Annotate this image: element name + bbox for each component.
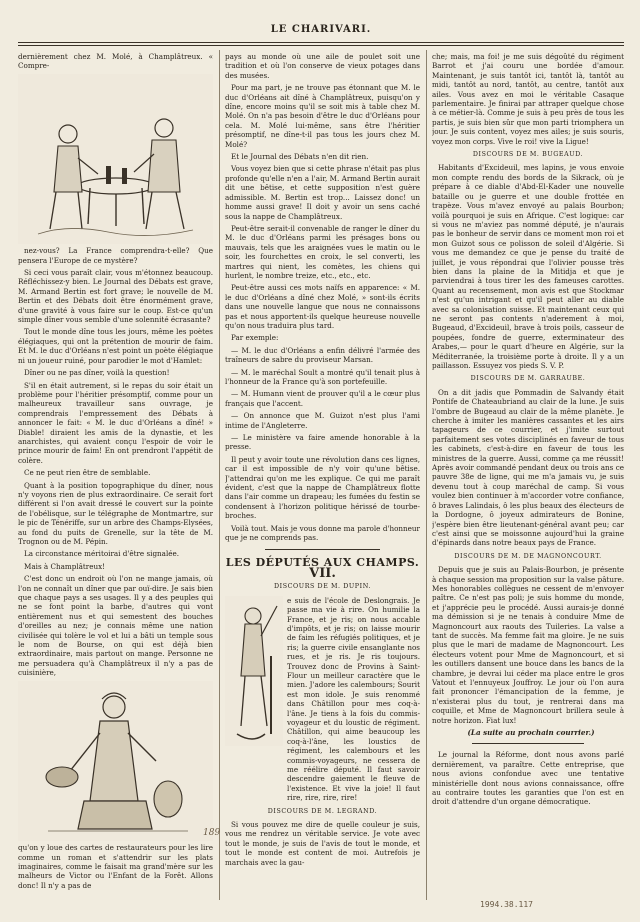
paragraph: nez-vous? La France comprendra-t-elle? Que penserа l'Europe de ce mystère? xyxy=(18,246,213,265)
illustration-cook xyxy=(18,681,213,841)
paragraph: Mais à Champlâtreux! xyxy=(24,561,106,571)
paragraph: Quant à la position topographique du dîner, nous n'y voyons rien de plus extraordinaire. Ce serait fort différent si l'on avait dressé le couvert sur la pointe de l'obélisque, sur le télégraphe de Montmartre, sur le pic de Ténériffe, sur un arbre des Champs-Elysées, au fond du puits de Grenelle, sur la tête de M. Trognon ou de M. Pépin. xyxy=(18,480,213,546)
header-rule-2 xyxy=(18,45,624,46)
paragraph: Depuis que je suis au Palais-Bourbon, je présente à chaque session ma proposition sur la valse pâture. Mes honorables collègues ne cessent de m'envoyer paître. Ce n'est pas poli; je suis homme du monde, et j'apprécie peu le procédé. Aussi aurais-je donné ma démission si je ne tenais à conduire Mme de Magnoncourt aux raouts des Tuileries. La valse a tant de succès. Ma femme fait ma gloire. Je ne suis plus que le mari de madame de Magnoncourt. Les électeurs votent pour Mme de Magnoncourt, et si les outillers dansent une bouce dans les bancs de la chambre, je devrai lui céder ma place entre le gros Vatout et l'ennuyeux Jouffroy. Le jour où l'on aura fait prononcer l'émancipation de la femme, je n'existerai plus du tout, je rentrerai dans ma coquille, et Mme de Magnoncourt brillera seule à notre horizon. Fiat lux! xyxy=(432,565,624,725)
column-1 xyxy=(18,52,213,912)
paragraph: — M. le duc d'Orléans a enfin délivré l'armée des traîneurs de sabre du proviseur Marsan. xyxy=(225,345,420,365)
paragraph: pays au monde où une aile de poulet soit une tradition et où l'on conserve de vieux potages dans des musées. xyxy=(225,52,420,80)
section-divider xyxy=(472,743,584,744)
paragraph: Peut-être aussi ces mots naïfs en apparence: « M. le duc d'Orléans a dîné chez Molé, » sont-ils écrits dans une nouvelle langue que nous ne connaissons pas et nous apportent-ils quelque heureuse nouvelle qu'on nous traduira plus tard. xyxy=(225,283,420,330)
speech-byline: DISCOURS DE M. LEGRAND. xyxy=(267,807,378,815)
speech-block xyxy=(225,596,420,803)
paragraph: Par exemple: xyxy=(231,333,279,343)
archive-stamp: 1994.38.117 xyxy=(480,900,533,909)
paragraph: dernièrement chez M. Molé, à Champlâtreux. « Compre- xyxy=(18,52,213,71)
paragraph: Si ceci vous paraît clair, vous m'étonnez beaucoup. Réfléchissez-y bien. Le Journal des Débats est grave, M. Armand Bertin est fort grave; le nouvelle de M. Bertin et des Débats doit être énormément grave, d'une gravité à vous faire sur le coup. Est-ce qu'un simple dîner vous semble d'une solennité écrasante? xyxy=(18,268,213,325)
paragraph: Pour ma part, je ne trouve pas étonnant que M. le duc d'Orléans ait dîné à Champlâtreux, puisqu'on y dîne, encore moins qu'il se soit mis à table chez M. Molé. On n'a pas besoin d'être le duc d'Orléans pour cela. M. Molé lui-même, sans être l'héritier présomptif, ne dîne-t-il pas tous les jours chez M. Molé? xyxy=(225,83,420,149)
paragraph: Habitants d'Excideuil, mes lapins, je vous envoie mon compte rendu des bords de la Sikrack, où je prépare à ce diable d'Abd-El-Kader une nouvelle bataille ou je guerre et une double frottée en trapèze. Vous m'avez envoyé au palais Bourbon; voilà pourquoi je suis en Afrique. C'est logique: car si vous ne m'aviez pas nommé député, je n'aurais pas le bonheur de servir dans ce moment mon roi et mon Guizot sous ce polisson de soleil d'Algérie. Si vous me demandez ce que je pense du traité de juillet, je vous répondrai que l'olivier pousse très bien dans la plaine de la Mitidja et que je parviendrai à tous tirer les des fameuses carottes. Quant au recensement, mon avis est que Stockmar n'est qu'un intrigant et qu'il peut aller au diable avec sa colonisation suisse. Et maintenant ceux qui ne seront pas contents n'aderement à moi, Bugeaud, d'Excideuil, brave à trois poils, casseur de poupées, fondre de guerre, exterminateur des Arabes,— pour le quart d'heure en Algérie, sur la Méditerranée, la troisième porte à droite. Il y a un paillasson. Essuyez vos pieds S. V. P. xyxy=(432,163,624,370)
column-3 xyxy=(432,52,624,912)
paragraph: La circonstance méritoirai d'être signalée. xyxy=(24,549,180,559)
paragraph: che; mais, ma foi! je me suis dégoûté du régiment Barrot et j'ai couru une bordée d'amour. Maintenant, je suis tantôt ici, tantôt là, tantôt au midi, tantôt au nord, tantôt, au centre, tantôt aux ailes. Vous avez en moi le véritable Casaque parlementaire. Je finirai par attraper quelque chose à ce métier-là. Comme je suis à peu près de tous les partis, je suis bien sûr que mon parti triomphera un jour. Je suis content, voyez mes ailes; je suis souris, voyez mon corps. Vive le roi! vive la Ligue! xyxy=(432,52,624,146)
header-rule xyxy=(18,42,624,43)
speech-byline: DISCOURS DE M. DUPIN. xyxy=(273,583,372,591)
paragraph: — On annonce que M. Guizot n'est plus l'ami intime de l'Angleterre. xyxy=(225,411,420,430)
paragraph: — Le ministère va faire amende honorable à la presse. xyxy=(225,433,420,452)
speech-byline: DISCOURS DE M. GARRAUBE. xyxy=(470,375,586,383)
paragraph: Vous voyez bien que si cette phrase n'était pas plus profonde qu'elle n'en a l'air, M. Armand Bertin aurait dit une bêtise, et cette supposition n'est guère admissible. M. Bertin est trop... Laissez donc! un homme aussi grave! Il doit y avoir un sens caché sous la nappe de Champlâtreux. xyxy=(225,164,420,221)
illustration-jester-initial xyxy=(225,596,283,746)
paragraph: Peut-être serait-il convenable de ranger le dîner du M. le duc d'Orléans parmi les présages bons ou mauvais, tels que les araignées vues le matin ou le soir, les fourchettes en croix, le sel convertі, les martres qui nient, les comètes, les chiens qui hurlent, le nombre treize, etc., etc., etc. xyxy=(225,223,420,280)
paragraph: Et le Journal des Débats n'en dit rien. xyxy=(231,152,369,162)
paragraph: e suis de l'école de Deslongrais. Je passe ma vie à rire. On humilie la France, et je ris; on nous accable d'impôts, et je ris; on laisse mourir de faim les réfugiés politiques, et je ris; la guerre civile ensanglante nos rues, et je ris. Je ris toujours. Trouvez donc de Provins à Saint-Flour un meilleur caractère que le mien. J'adore les calembours; Sourit est mon idole. Je suis renommé dans Châtillon pour mes coq-à-l'âne. Je tiens à la fois du commis-voyageur et du loustic de régiment. Châtillon, qui aime beaucoup les coq-à-l'âne, les loustics de régiment, les calembours et les commis-voyageurs, ne cessera de me réélire député. Il faut savoir descendre gaiement le fleuve de l'existence. Et vive la joie! Il faut rire, rire, rire, rire! xyxy=(287,595,420,803)
paragraph: Le journal la Réforme, dont nous avons parlé dernièrement, va paraître. Cette entreprise, que nous avions confondue avec une tentative ministérielle dont nous avions connaissance, offre au contraire toutes les garanties que l'on est en droit d'attendre d'un organe démocratique. xyxy=(432,750,624,807)
pencil-annotation: 189 xyxy=(203,828,221,838)
section-number: VII. xyxy=(309,565,336,581)
paragraph: — M. le maréchal Soult a montré qu'il tenait plus à l'honneur de la France qu'à son portefeuille. xyxy=(225,367,420,386)
column-divider-1 xyxy=(219,50,220,900)
paragraph: Il peut y avoir toute une révolution dans ces lignes, car il est impossible de n'y voir qu'une bêtise. J'attendrai qu'on me les explique. Ce qui me paraît évident, c'est que la nappe de Champlâtreux flotte dans l'air comme un drapeau; les fumées du festin se condensent à l'horizon politique hérissé de tourbe-broches. xyxy=(225,454,420,521)
paragraph: Ce ne peut rien être de semblable. xyxy=(24,468,151,478)
paragraph: C'est donc un endroit où l'on ne mange jamais, où l'on ne connaît un dîner que par ouï-dire. Je sais bien que chaque pays a ses usages. Il y a des peuples qui ne se font point la barbe, d'autres qui vont entièrement nus et qui semestent des bouches d'oreilles au nez; je connais même une nation civilisée qui tolère le vol et lui a bâti un temple sous le nom de Bourse, on qui est déjà bien extraordinaire, mais partout on mange. Personne ne me persuadera qu'à Champlâtreux il n'y a pas de cuisinière, xyxy=(18,574,213,678)
paragraph: On a dit jadis que Pommadin de Salvandy était Pontife de Chateaubriand au clair de la lune. Je suis l'ombre de Bugeaud au clair de la même planète. Je cherche à imiter les manières cassantes et les airs tapageurs de ce courrier, et j'imite surtout parfaitement ses votes disciplinés en faveur de tous les cabinets, c'est-à-dire en faveur de tous les ministres de la guerre. Aussi, comme ça me réussit! Après avoir commandé pendant deux ou trois ans ce pauvre 38e de ligne, qui me m'a jamais vu, je suis devenu tout à coup maréchal de camp. Si vous voulez bien continuer à m'accorder votre confiance, ô braves Lalindais, ô les plus beaux des électeurs de la Dordogne, ô joyeux admirateurs de Bonine, j'espère bien être lieutenant-général avant peu; car c'est ainsi que se moissonne aujourd'hui la graine d'épinards dans notre beaux pays de France. xyxy=(432,387,624,548)
paragraph: Tout le monde dîne tous les jours, même les poètes élégiaques, qui ont la prétention de mourir de faim. Et M. le duc d'Orléans n'est point un poète élégiaque ni un joueur ruiné, pour parodier le mot d'Hamlet: xyxy=(18,327,213,365)
column-divider-2 xyxy=(426,50,427,900)
paragraph: S'il en était autrement, si le repas du soir était un problème pour l'héritier présomptif, comme pour un malheureux travailleur sans ouvrage, je comprendrais l'empressement des Débats à annoncer le fait: « M. le duc d'Orléans a dîné! » Diable! diraient les amis de la dynastie, et les anarchistes, qui avaient conçu l'espoir de voir le prince mourir de faim! En ont prendront l'appétit de colère. xyxy=(18,380,213,465)
column-2 xyxy=(225,52,420,912)
continuation-note: (La suite au prochain courrier.) xyxy=(467,728,595,738)
speech-byline: DISCOURS DE M. DE MAGNONCOURT. xyxy=(454,552,602,560)
paragraph: Voilà tout. Mais je vous donne ma parole d'honneur que je ne comprends pas. xyxy=(225,523,420,543)
page-header xyxy=(18,22,624,44)
paragraph: Dîner ou ne pas dîner, voilà la question! xyxy=(24,368,170,378)
speech-byline: DISCOURS DE M. BUGEAUD. xyxy=(472,151,584,159)
section-title: LES DÉPUTÉS AUX CHAMPS. xyxy=(225,555,420,569)
paragraph: — M. Humann vient de prouver qu'il a le cœur plus français que l'accent. xyxy=(225,389,420,408)
paragraph: Si vous pouvez me dire de quelle couleur je suis, vous me rendrez un véritable service. Je vote avec tout le monde, je suis de l'avis de tout le monde, et tout le monde est content de moi. Autrefois je marchais avec la gau- xyxy=(225,820,420,867)
illustration-dinner xyxy=(18,74,213,244)
masthead: LE CHARIVARI. xyxy=(270,24,372,35)
section-divider xyxy=(265,549,380,550)
paragraph: qu'on y loue des cartes de restaurateurs pour les lire comme un roman et s'attendrir sur les plats imaginaires, comme le faisait ma grand'mère sur les malheurs de Victor ou l'Enfant de la Forêt. Allons donc! Il n'y a pas de xyxy=(18,843,213,890)
